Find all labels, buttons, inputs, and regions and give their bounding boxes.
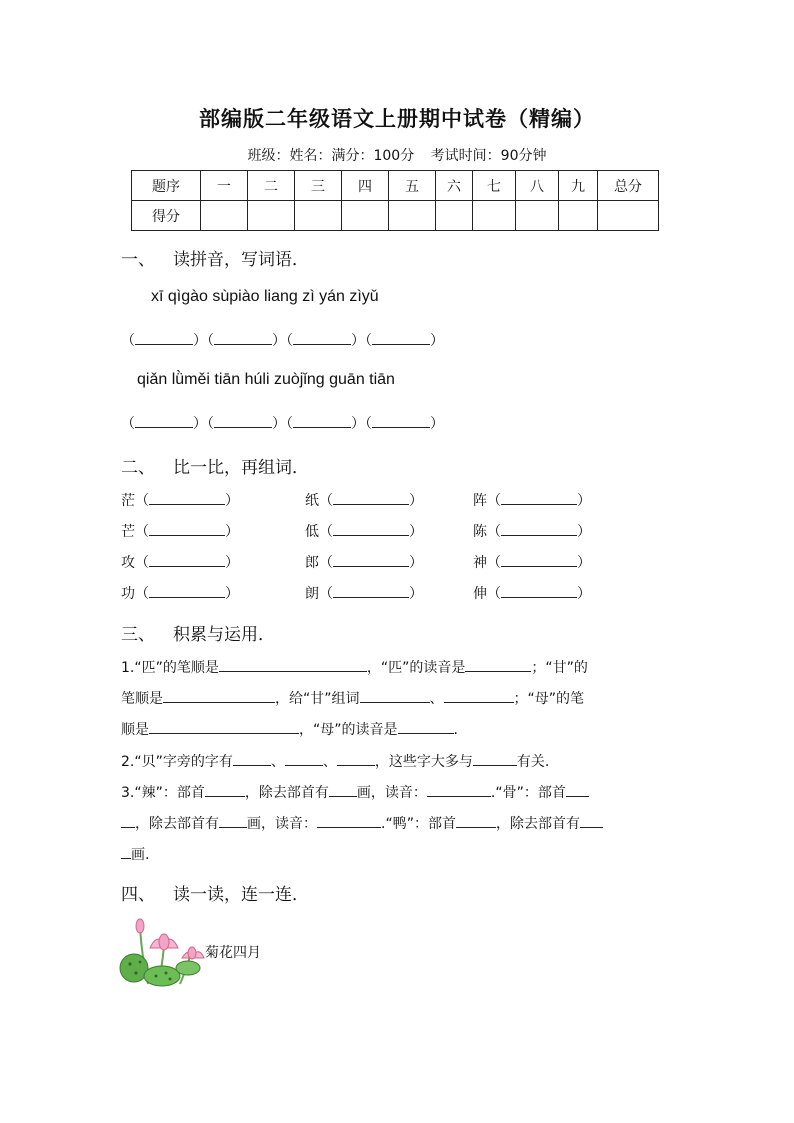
q2-text: 、 — [270, 754, 285, 770]
question-1-line-1 — [121, 657, 588, 677]
answer-blank[interactable] — [333, 583, 409, 598]
class-name-score: 班级：姓名：满分：100分 — [247, 148, 415, 164]
answer-blank[interactable] — [214, 413, 272, 428]
compare-char: 茫 — [121, 493, 135, 509]
q2-text: 有关. — [516, 754, 550, 770]
row-label: 得分 — [132, 201, 201, 231]
q1-text: ，“匹”的读音是 — [366, 660, 466, 676]
q3-text: .“鸭”：部首 — [381, 816, 456, 832]
score-cell[interactable] — [389, 201, 436, 231]
compare-char: 低 — [305, 524, 319, 540]
section-number: 二、 — [121, 458, 155, 478]
header-cell: 八 — [516, 171, 559, 201]
answer-blank[interactable] — [293, 413, 351, 428]
section-number: 四、 — [121, 885, 155, 905]
score-cell[interactable] — [342, 201, 389, 231]
compare-char: 攻 — [121, 555, 135, 571]
score-cell[interactable] — [559, 201, 598, 231]
compare-item: 茫（ ） — [121, 490, 239, 510]
compare-item: 攻（ ） — [121, 552, 239, 572]
section-number: 三、 — [121, 625, 155, 645]
answer-blank[interactable] — [149, 490, 225, 505]
answer-blank[interactable] — [293, 330, 351, 345]
compare-item: 纸（ ） — [305, 490, 423, 510]
section-1-heading — [121, 245, 309, 270]
header-cell: 题序 — [132, 171, 201, 201]
q3-text: 画，读音： — [356, 785, 427, 801]
answer-blank[interactable] — [149, 719, 299, 734]
score-cell[interactable] — [598, 201, 659, 231]
answer-blank[interactable] — [333, 521, 409, 536]
pinyin-row-1: xī qìgào sùpiào liang zì yán zìyǔ — [151, 288, 379, 305]
q1-text: . — [453, 722, 458, 738]
compare-item: 伸（ ） — [473, 583, 591, 603]
answer-blank[interactable] — [317, 813, 381, 828]
answer-blank[interactable] — [372, 330, 430, 345]
compare-item: 朗（ ） — [305, 583, 423, 603]
compare-char: 神 — [473, 555, 487, 571]
answer-blank[interactable] — [456, 813, 496, 828]
answer-blank[interactable] — [372, 413, 430, 428]
compare-char: 伸 — [473, 586, 487, 602]
section-2-heading — [121, 453, 309, 478]
compare-item: 陈（ ） — [473, 521, 591, 541]
question-2 — [121, 751, 549, 771]
q3-text: 画，读音： — [247, 816, 317, 832]
q3-text: .“骨”：部首 — [490, 785, 566, 801]
compare-char: 功 — [121, 586, 135, 602]
exam-time: 考试时间：90分钟 — [430, 148, 547, 164]
section-title: 比一比，再组词． — [173, 458, 309, 478]
answer-blank[interactable] — [205, 782, 245, 797]
answer-blank[interactable] — [214, 330, 272, 345]
answer-blank[interactable] — [333, 490, 409, 505]
q3-text: ，除去部首有 — [495, 816, 580, 832]
q3-text: 画. — [131, 847, 150, 863]
header-cell: 六 — [436, 171, 473, 201]
score-cell[interactable] — [201, 201, 248, 231]
answer-blank[interactable] — [580, 813, 603, 828]
answer-blank[interactable] — [121, 844, 131, 859]
answer-blank[interactable] — [398, 719, 454, 734]
section-3-heading — [121, 620, 275, 645]
match-item: 菊花四月 — [205, 945, 261, 961]
answer-blank[interactable] — [233, 751, 271, 766]
score-cell[interactable] — [473, 201, 516, 231]
score-cell[interactable] — [436, 201, 473, 231]
q2-text: 2.“贝”字旁的字有 — [121, 754, 233, 770]
answer-blank[interactable] — [135, 413, 193, 428]
question-3-line-2 — [121, 813, 603, 833]
answer-blank[interactable] — [329, 782, 357, 797]
compare-item: 阵（ ） — [473, 490, 591, 510]
question-1-line-3 — [121, 719, 458, 739]
question-3-line-3 — [121, 844, 149, 864]
section-4-heading — [121, 880, 309, 905]
compare-item: 神（ ） — [473, 552, 591, 572]
question-1-line-2 — [121, 688, 584, 708]
q3-text: ，除去部首有 — [244, 785, 329, 801]
compare-item: 郎（ ） — [305, 552, 423, 572]
answer-blank[interactable] — [360, 688, 430, 703]
q1-text: ，给“甘”组词 — [275, 691, 360, 707]
answer-blank[interactable] — [473, 751, 517, 766]
compare-char: 纸 — [305, 493, 319, 509]
compare-char: 阵 — [473, 493, 487, 509]
answer-blank[interactable] — [135, 330, 193, 345]
header-cell: 五 — [389, 171, 436, 201]
header-cell: 七 — [473, 171, 516, 201]
exam-info — [0, 145, 794, 165]
score-cell[interactable] — [516, 201, 559, 231]
header-cell: 九 — [559, 171, 598, 201]
header-cell: 总分 — [598, 171, 659, 201]
q2-text: ，这些字大多与 — [374, 754, 473, 770]
score-table — [131, 170, 659, 231]
q1-text: ；“母”的笔 — [513, 691, 585, 707]
score-cell[interactable] — [248, 201, 295, 231]
answer-blank[interactable] — [149, 583, 225, 598]
answer-blank[interactable] — [501, 583, 577, 598]
lotus-flower-illustration — [118, 918, 206, 988]
answer-blank[interactable] — [219, 657, 367, 672]
answer-blank[interactable] — [566, 782, 589, 797]
answer-blank[interactable] — [501, 490, 577, 505]
answer-blank[interactable] — [337, 751, 375, 766]
q1-text: ；“甘”的 — [531, 660, 588, 676]
q3-text: ，除去部首有 — [135, 816, 219, 832]
section-title: 积累与运用． — [173, 625, 275, 645]
answer-blank[interactable] — [163, 688, 275, 703]
header-cell: 三 — [295, 171, 342, 201]
compare-item: 低（ ） — [305, 521, 423, 541]
pinyin-row-2: qiǎn lǜměi tiān húli zuòjǐng guān tiān — [137, 371, 395, 388]
answer-blank[interactable] — [219, 813, 247, 828]
answer-blank[interactable] — [285, 751, 323, 766]
header-cell: 一 — [201, 171, 248, 201]
header-cell: 四 — [342, 171, 389, 201]
q1-text: 1.“匹”的笔顺是 — [121, 660, 219, 676]
compare-char: 郎 — [305, 555, 319, 571]
compare-item: 功（ ） — [121, 583, 239, 603]
section-title: 读一读，连一连． — [173, 885, 309, 905]
header-cell: 二 — [248, 171, 295, 201]
answer-blank[interactable] — [501, 552, 577, 567]
q2-text: 、 — [322, 754, 337, 770]
answer-blanks-row-2: （ ）（ ）（ ）（ ） — [121, 413, 444, 433]
score-table-header — [132, 171, 659, 201]
q1-text: 笔顺是 — [121, 691, 163, 707]
score-table-row — [132, 201, 659, 231]
answer-blank[interactable] — [465, 657, 531, 672]
answer-blank[interactable] — [121, 813, 135, 828]
q1-text: 顺是 — [121, 722, 149, 738]
answer-blank[interactable] — [444, 688, 514, 703]
answer-blank[interactable] — [149, 552, 225, 567]
compare-char: 朗 — [305, 586, 319, 602]
score-cell[interactable] — [295, 201, 342, 231]
answer-blanks-row-1: （ ）（ ）（ ）（ ） — [121, 330, 444, 350]
q1-text: 、 — [429, 691, 444, 707]
section-title: 读拼音，写词语． — [173, 250, 309, 270]
answer-blank[interactable] — [149, 521, 225, 536]
answer-blank[interactable] — [427, 782, 491, 797]
section-number: 一、 — [121, 250, 155, 270]
answer-blank[interactable] — [333, 552, 409, 567]
compare-char: 芒 — [121, 524, 135, 540]
question-3-line-1 — [121, 782, 589, 802]
page-title: 部编版二年级语文上册期中试卷（精编） — [199, 107, 595, 131]
compare-char: 陈 — [473, 524, 487, 540]
q1-text: ，“母”的读音是 — [299, 722, 398, 738]
answer-blank[interactable] — [501, 521, 577, 536]
compare-item: 芒（ ） — [121, 521, 239, 541]
q3-text: 3.“辣”：部首 — [121, 785, 205, 801]
